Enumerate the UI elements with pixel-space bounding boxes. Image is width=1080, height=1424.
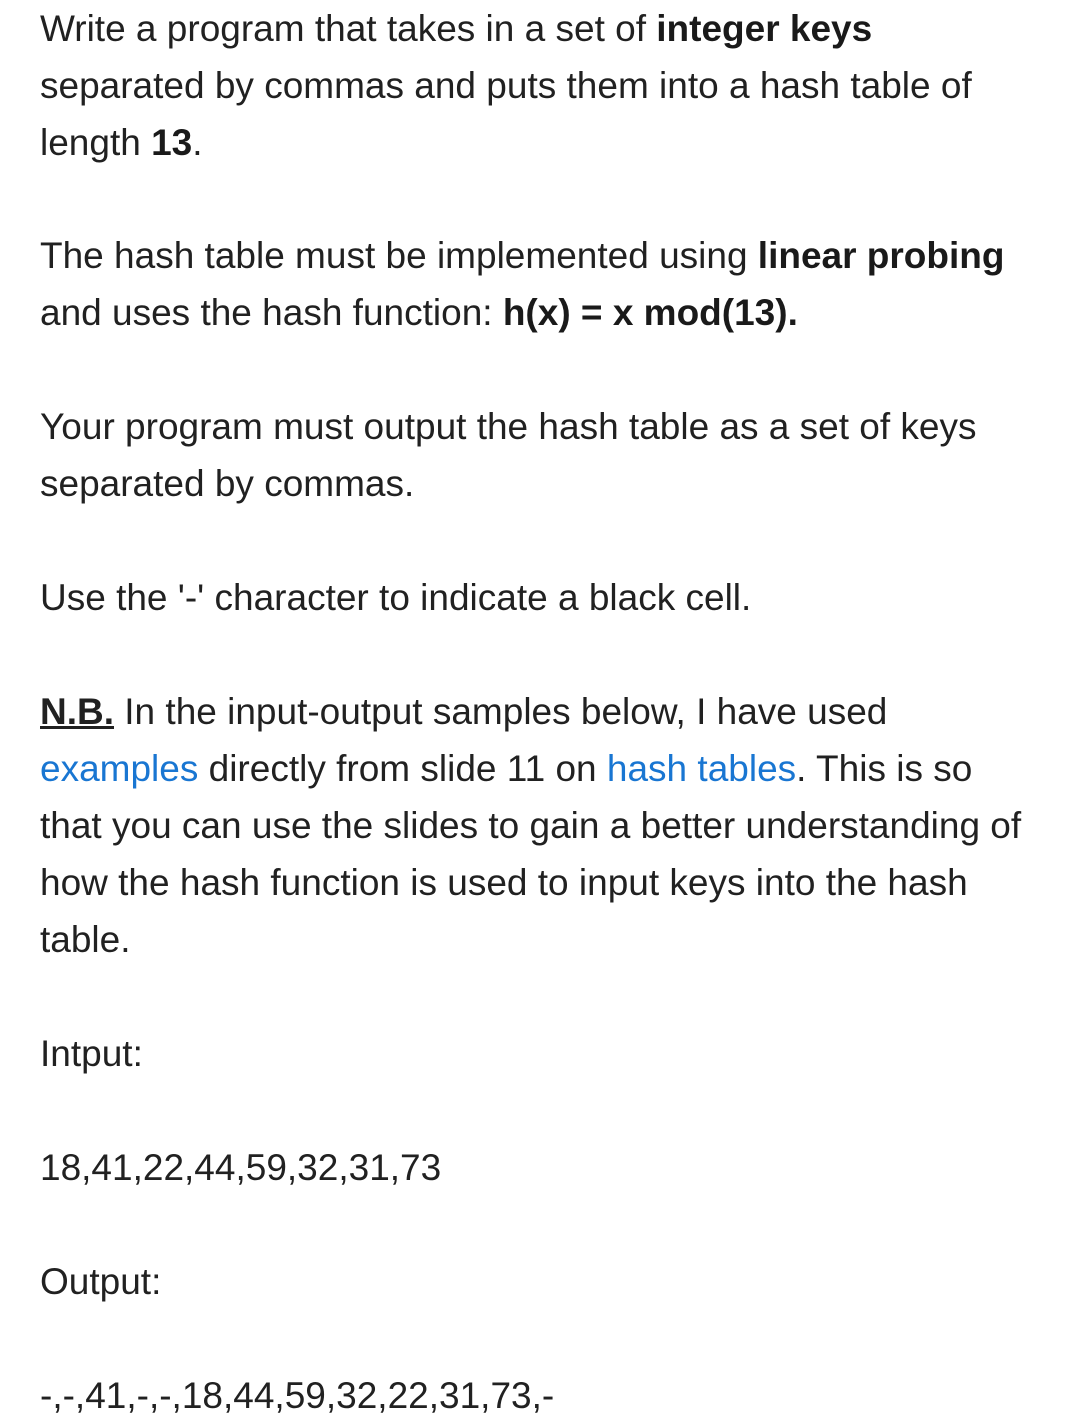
examples-link[interactable]: examples (40, 748, 199, 789)
nb-label: N.B. (40, 691, 114, 732)
intro-text: Write a program that takes in a set of (40, 8, 657, 49)
hash-function-bold: h(x) = x mod(13). (502, 292, 798, 333)
hash-method-paragraph (40, 227, 1040, 341)
nb-text-2: directly from slide 11 on (198, 748, 607, 789)
output-format-paragraph (40, 398, 1040, 512)
hash-tables-link[interactable]: hash tables (606, 748, 797, 789)
nb-paragraph (40, 683, 1040, 968)
input-value: 18,41,22,44,59,32,31,73 (40, 1147, 442, 1188)
hash-method-text: The hash table must be implemented using (40, 235, 758, 276)
output-format-text: Your program must output the hash table as a set of keys separated by commas. (40, 406, 977, 504)
input-label: Intput: (40, 1033, 143, 1074)
nb-text-3: . This is so that you can use the slides to gain a better understanding of how the hash function is used to input keys into the hash table. (40, 748, 1022, 960)
blank-cell-paragraph (40, 569, 1040, 626)
output-value: -,-,41,-,-,18,44,59,32,22,31,73,- (40, 1375, 555, 1416)
integer-keys-bold: integer keys (656, 8, 873, 49)
intro-paragraph (40, 0, 1040, 171)
intro-text-3: . (192, 122, 203, 163)
linear-probing-bold: linear probing (757, 235, 1005, 276)
hash-method-text-2: and uses the hash function: (40, 292, 503, 333)
output-label: Output: (40, 1261, 162, 1302)
blank-cell-text: Use the '-' character to indicate a black cell. (40, 577, 752, 618)
table-length-bold: 13 (151, 122, 193, 163)
nb-text: In the input-output samples below, I have used (114, 691, 888, 732)
intro-text-2: separated by commas and puts them into a hash table of length (40, 65, 972, 163)
